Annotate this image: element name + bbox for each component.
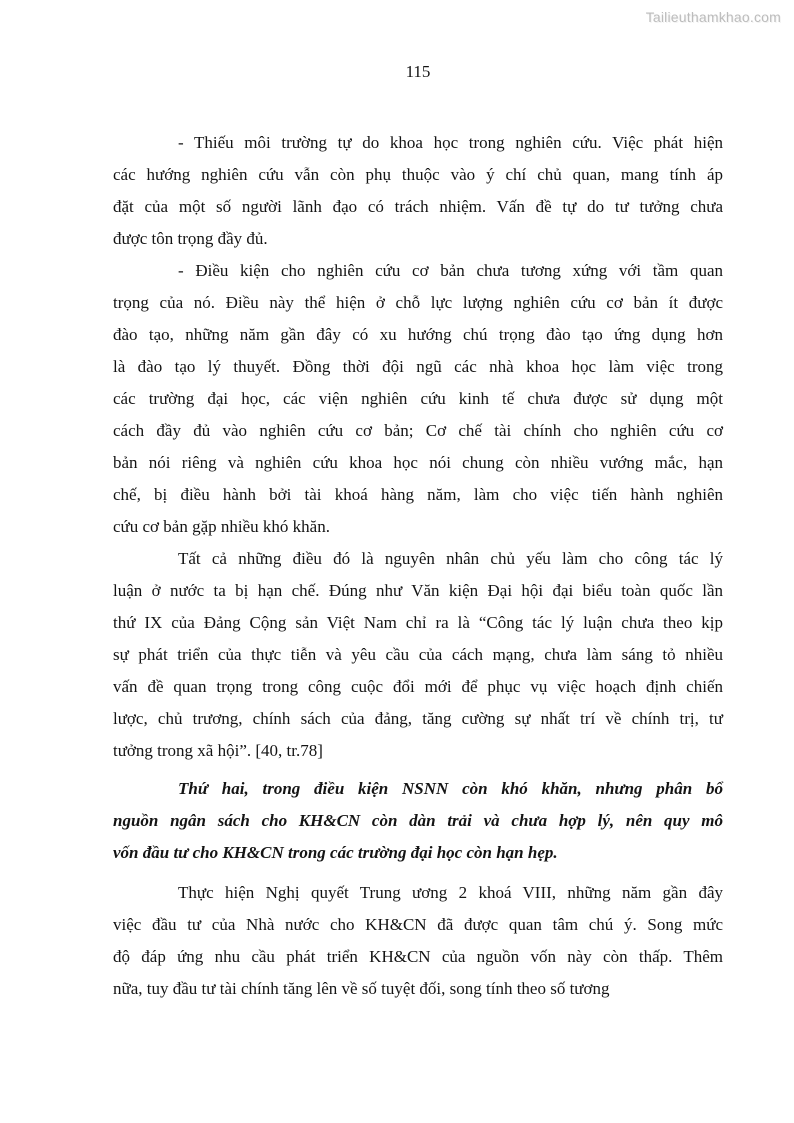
- watermark-text: Tailieuthamkhao.com: [645, 9, 781, 25]
- text-line: - Thiếu môi trường tự do khoa học trong nghiên cứu. Việc phát hiện: [178, 133, 723, 152]
- text-line: các trường đại học, các viện nghiên cứu kinh tế chưa được sử dụng một: [113, 389, 723, 408]
- text-line: Tất cả những điều đó là nguyên nhân chủ yếu làm cho công tác lý: [178, 549, 723, 568]
- paragraph: [113, 543, 723, 767]
- text-line: lược, chủ trương, chính sách của đảng, tăng cường sự nhất trí về chính trị, tư: [113, 709, 723, 728]
- text-line: cứu cơ bản gặp nhiều khó khăn.: [113, 517, 330, 536]
- text-line: bản nói riêng và nghiên cứu khoa học nói chung còn nhiều vướng mắc, hạn: [113, 453, 723, 472]
- paragraph: [113, 877, 723, 1005]
- text-line: - Điều kiện cho nghiên cứu cơ bản chưa tương xứng với tầm quan: [178, 261, 723, 280]
- text-line: Thứ hai, trong điều kiện NSNN còn khó khăn, nhưng phân bổ: [178, 779, 723, 798]
- text-line: chế, bị điều hành bởi tài khoá hàng năm, làm cho việc tiến hành nghiên: [113, 485, 723, 504]
- text-line: đào tạo, những năm gần đây có xu hướng chú trọng đào tạo ứng dụng hơn: [113, 325, 723, 344]
- text-line: cách đầy đủ vào nghiên cứu cơ bản; Cơ chế tài chính cho nghiên cứu cơ: [113, 421, 723, 440]
- text-line: vấn đề quan trọng trong công cuộc đổi mới để phục vụ việc hoạch định chiến: [113, 677, 723, 696]
- text-line: thứ IX của Đảng Cộng sản Việt Nam chỉ ra là “Công tác lý luận chưa theo kịp: [113, 613, 723, 632]
- paragraph: [113, 127, 723, 255]
- text-line: các hướng nghiên cứu vẫn còn phụ thuộc vào ý chí chủ quan, mang tính áp: [113, 165, 723, 184]
- text-line: vốn đầu tư cho KH&CN trong các trường đại học còn hạn hẹp.: [113, 843, 558, 862]
- text-line: nguồn ngân sách cho KH&CN còn dàn trải và chưa hợp lý, nên quy mô: [113, 811, 723, 830]
- text-line: độ đáp ứng nhu cầu phát triển KH&CN của nguồn vốn này còn thấp. Thêm: [113, 947, 723, 966]
- page-number: 115: [405, 62, 431, 81]
- text-line: luận ở nước ta bị hạn chế. Đúng như Văn kiện Đại hội đại biểu toàn quốc lần: [113, 581, 723, 600]
- text-line: tưởng trong xã hội”. [40, tr.78]: [113, 741, 323, 760]
- text-line: nữa, tuy đầu tư tài chính tăng lên về số tuyệt đối, song tính theo số tương: [113, 979, 610, 998]
- text-line: trọng của nó. Điều này thể hiện ở chỗ lực lượng nghiên cứu cơ bản ít được: [113, 293, 723, 312]
- text-line: Thực hiện Nghị quyết Trung ương 2 khoá VIII, những năm gần đây: [178, 883, 723, 902]
- text-line: việc đầu tư của Nhà nước cho KH&CN đã được quan tâm chú ý. Song mức: [113, 915, 723, 934]
- text-line: được tôn trọng đầy đủ.: [113, 229, 268, 248]
- text-line: sự phát triển của thực tiễn và yêu cầu của cách mạng, chưa làm sáng tỏ nhiều: [113, 645, 723, 664]
- text-line: là đào tạo lý thuyết. Đồng thời đội ngũ các nhà khoa học làm việc trong: [113, 357, 723, 376]
- paragraph-emphasis: [113, 773, 723, 869]
- page-body: [113, 127, 723, 1005]
- text-line: đặt của một số người lãnh đạo có trách nhiệm. Vấn đề tự do tư tưởng chưa: [113, 197, 723, 216]
- paragraph: [113, 255, 723, 543]
